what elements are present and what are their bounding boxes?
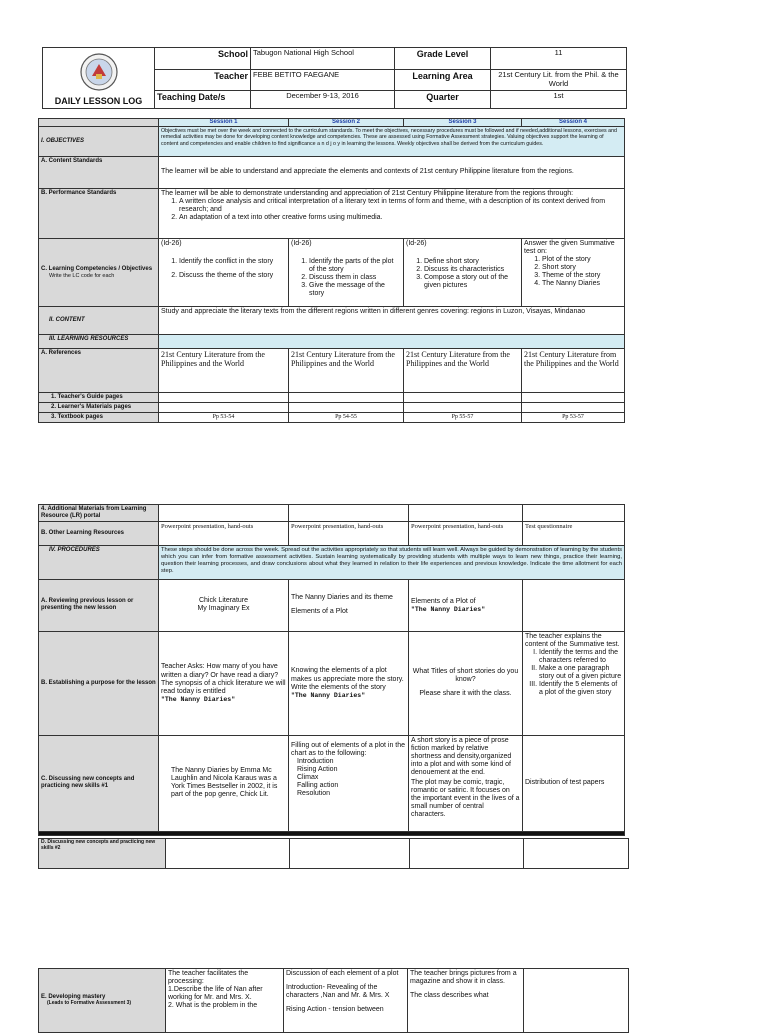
proc-c-s4: Distribution of test papers xyxy=(523,735,625,831)
lesson-table-2b xyxy=(38,838,629,869)
proc-c-label: C. Discussing new concepts and practicing new skills #1 xyxy=(39,735,159,831)
proc-c-s2: Filling out of elements of a plot in the chart as to the following: Introduction Rising Action Climax Falling action Resolution xyxy=(289,735,409,831)
competencies-s3: (Id-26) 1. Define short story 2. Discuss its characteristics 3. Compose a story out of the given pictures xyxy=(404,238,522,306)
list-item: 2. Discuss the theme of the story xyxy=(179,272,286,280)
proc-e-label: E. Developing mastery xyxy=(41,994,106,1001)
doc-title: DAILY LESSON LOG xyxy=(54,96,143,107)
competencies-sublabel: Write the LC code for each xyxy=(49,272,115,279)
proc-e-s3: The teacher brings pictures from a magazine and show it in class. The class describes what xyxy=(408,969,524,1033)
competencies-label: C. Learning Competencies / Objectives xyxy=(41,265,153,272)
grade-label: Grade Level xyxy=(395,48,491,70)
reference-s3: 21st Century Literature from the Philippines and the World xyxy=(404,348,522,392)
other-resources-s1: Powerpoint presentation, hand-outs xyxy=(159,521,289,545)
lm-label: 2. Learner's Materials pages xyxy=(39,402,159,412)
deped-seal-icon xyxy=(79,52,119,92)
content-standards-label: A. Content Standards xyxy=(39,156,159,188)
content-label: II. CONTENT xyxy=(39,306,159,334)
content-standards-text: The learner will be able to understand and appreciate the elements and contexts of 21st century Philippine literature from the regions. xyxy=(159,156,625,188)
session-2-header: Session 2 xyxy=(289,119,404,127)
list-item: Rising Action xyxy=(297,765,338,773)
tb-pages-s3: Pp 55-57 xyxy=(404,412,522,422)
tg-label: 1. Teacher's Guide pages xyxy=(39,392,159,402)
tb-label: 3. Textbook pages xyxy=(39,412,159,422)
proc-c-s3: A short story is a piece of prose fiction marked by relative shortness and density,organized into a plot and with some kind of denouement at the end. The plot may be comic, tragic, romantic or satiric. It focuses on the important event in the lives of a small number of central characters. xyxy=(409,735,523,831)
reference-s4: 21st Century Literature from the Philippines and the World xyxy=(522,348,625,392)
list-item: 1. Plot of the story xyxy=(542,256,622,264)
list-item: 3. Theme of the story xyxy=(542,272,622,280)
proc-e-sublabel: (Leads to Formative Assessment 3) xyxy=(47,1000,132,1007)
list-item: Introduction xyxy=(297,757,334,765)
procedures-label: IV. PROCEDURES xyxy=(39,545,159,579)
area-label: Learning Area xyxy=(395,70,491,90)
list-item: 1. A written close analysis and critical interpretation of a literary text in terms of form and theme, with a description of its context derived from research; and xyxy=(179,198,622,214)
proc-b-s4: The teacher explains the content of the Summative test. I. Identify the terms and the characters referred to II. Make a one paragraph story out of a given picture III. Identify the 5 elements of a plot of the given story xyxy=(523,631,625,735)
tb-pages-s1: Pp 53-54 xyxy=(159,412,289,422)
performance-standards-label: B. Performance Standards xyxy=(39,188,159,238)
list-item: III. Identify the 5 elements of a plot of the given story xyxy=(539,681,622,697)
list-item: 2. Discuss its characteristics xyxy=(424,266,519,274)
competencies-label-cell xyxy=(39,238,159,306)
proc-a-s3: Elements of a Plot of "The Nanny Diaries" xyxy=(409,579,523,631)
session-1-header: Session 1 xyxy=(159,119,289,127)
proc-a-label: A. Reviewing previous lesson or presenting the new lesson xyxy=(39,579,159,631)
area-value: 21st Century Lit. from the Phil. & the World xyxy=(491,70,627,90)
dates-value: December 9-13, 2016 xyxy=(251,90,395,108)
list-item: 1. Define short story xyxy=(424,258,519,266)
resources-label: III. LEARNING RESOURCES xyxy=(39,334,159,348)
proc-c-s1: The Nanny Diaries by Emma Mc Laughlin and Nicola Karaus was a York Times Bestseller in 2002, it is part of the pop genre, Chick Lit. xyxy=(159,735,289,831)
dates-label: Teaching Date/s xyxy=(155,90,251,108)
list-item: 2. Discuss them in class xyxy=(309,274,401,282)
lesson-table-1 xyxy=(38,118,625,423)
list-item: 3. Compose a story out of the given pictures xyxy=(424,274,519,290)
reference-s2: 21st Century Literature from the Philippines and the World xyxy=(289,348,404,392)
list-item: II. Make a one paragraph story out of a given picture xyxy=(539,665,622,681)
proc-a-s2: The Nanny Diaries and its theme Elements of a Plot xyxy=(289,579,409,631)
proc-b-label: B. Establishing a purpose for the lesson xyxy=(39,631,159,735)
session-3-header: Session 3 xyxy=(404,119,522,127)
teacher-label: Teacher xyxy=(155,70,251,90)
proc-e-s2: Discussion of each element of a plot Introduction- Revealing of the characters ,Nan and Mr. & Mrs. X Rising Action - tension between xyxy=(284,969,408,1033)
proc-a-s1: Chick Literature My Imaginary Ex xyxy=(159,579,289,631)
reference-s1: 21st Century Literature from the Philippines and the World xyxy=(159,348,289,392)
list-item: Falling action xyxy=(297,782,339,790)
competencies-s2: (Id-26) 1. Identify the parts of the plot of the story 2. Discuss them in class 3. Give the message of the story xyxy=(289,238,404,306)
school-label: School xyxy=(155,48,251,70)
references-label: A. References xyxy=(39,348,159,392)
school-value: Tabugon National High School xyxy=(251,48,395,70)
list-item: 1. Identify the conflict in the story xyxy=(179,258,286,266)
other-resources-s3: Powerpoint presentation, hand-outs xyxy=(409,521,523,545)
objectives-note: Objectives must be met over the week and connected to the curriculum standards. To meet the objectives, necessary procedures must be followed and if needed,additional lessons, exercises and remedial activities may be done for developing content knowledge and competencies. These are assessed using Formative Assessment strategies. Valuing objectives support the learning of content and competencies and enable children to find significance a n d j o y in learning the lessons. Weekly objectives shall be derived from the curriculum guides. xyxy=(159,126,625,156)
list-item: I. Identify the terms and the characters referred to xyxy=(539,649,622,665)
quarter-label: Quarter xyxy=(395,90,491,108)
proc-d-label: D. Discussing new concepts and practicing new skills #2 xyxy=(39,839,166,869)
competencies-s1: (Id-26) 1. Identify the conflict in the story 2. Discuss the theme of the story xyxy=(159,238,289,306)
other-resources-label: B. Other Learning Resources xyxy=(39,521,159,545)
quarter-value: 1st xyxy=(491,90,627,108)
lesson-table-2 xyxy=(38,504,625,836)
proc-b-s3: What Titles of short stories do you know? Please share it with the class. xyxy=(409,631,523,735)
objectives-label: I. OBJECTIVES xyxy=(39,126,159,156)
proc-b-s2: Knowing the elements of a plot makes us appreciate more the story. Write the elements of the story "The Nanny Diaries" xyxy=(289,631,409,735)
list-item: 2. Short story xyxy=(542,264,622,272)
other-resources-s4: Test questionnaire xyxy=(523,521,625,545)
additional-materials-label: 4. Additional Materials from Learning Resource (LR) portal xyxy=(39,505,159,522)
header-table xyxy=(42,47,627,109)
list-item: Resolution xyxy=(297,790,331,798)
list-item: 3. Give the message of the story xyxy=(309,282,401,298)
logo-cell xyxy=(43,48,155,109)
tb-pages-s4: Pp 53-57 xyxy=(522,412,625,422)
performance-standards-text: The learner will be able to demonstrate understanding and appreciation of 21st Century Philippine literature from the regions through: 1. A written close analysis and critical interpretation of a literary text in terms of form and theme, with a description of its context derived from research; and 2. An adaptation of a text into other creative forms using multimedia. xyxy=(159,188,625,238)
other-resources-s2: Powerpoint presentation, hand-outs xyxy=(289,521,409,545)
grade-value: 11 xyxy=(491,48,627,70)
teacher-value: FEBE BETITO FAEGANE xyxy=(251,70,395,90)
list-item: 2. An adaptation of a text into other creative forms using multimedia. xyxy=(179,214,622,222)
proc-e-label-cell xyxy=(39,969,166,1033)
content-text: Study and appreciate the literary texts from the different regions written in different genres covering: regions in Luzon, Visayas, Mindanao xyxy=(159,306,625,334)
list-item: 1. Identify the parts of the plot of the story xyxy=(309,258,401,274)
competencies-s4: Answer the given Summative test on: 1. Plot of the story 2. Short story 3. Theme of the story 4. The Nanny Diaries xyxy=(522,238,625,306)
proc-b-s1: Teacher Asks: How many of you have written a diary? Or have read a diary? The synopsis of a chick literature we will read today is entitled "The Nanny Diaries" xyxy=(159,631,289,735)
lesson-table-3 xyxy=(38,968,629,1033)
tb-pages-s2: Pp 54-55 xyxy=(289,412,404,422)
procedures-note: These steps should be done across the week. Spread out the activities appropriately so that students will learn well. Always be guided by demonstration of learning by the students which you can infer from formative assessment activities. Sustain learning systematically by providing students with multiple ways to learn new things, practice their learning, question their learning processes, and draw conclusions about what they learned in relation to their life experiences and previous knowledge. Indicate the time allotment for each step. xyxy=(159,545,625,579)
list-item: Climax xyxy=(297,773,319,781)
proc-e-s1: The teacher facilitates the processing: 1.Describe the life of Nan after working for Mr. and Mrs. X. 2. What is the problem in the xyxy=(166,969,284,1033)
session-4-header: Session 4 xyxy=(522,119,625,127)
list-item: 4. The Nanny Diaries xyxy=(542,280,622,288)
